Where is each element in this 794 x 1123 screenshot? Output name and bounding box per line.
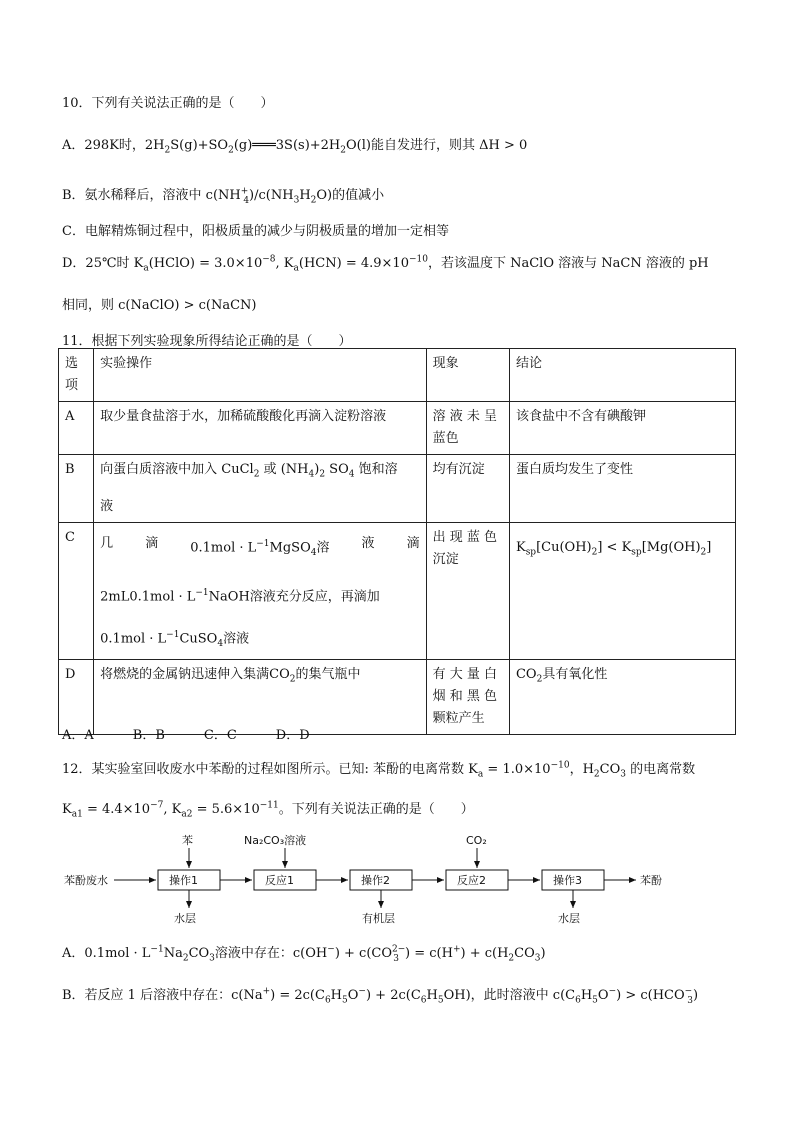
- q10-option-d-line1: D．25℃时 $K_a(HClO) = 3.0\times 10^{-8}$, $K_a(HCN) = 4.9\times 10^{-10}$，若该温度下 NaClO 溶液与 NaCN 溶液的 pH: [62, 254, 709, 274]
- q10-option-c: C．电解精炼铜过程中，阳极质量的减少与阴极质量的增加一定相等: [62, 224, 449, 239]
- row-phenomenon: 出 现 蓝 色 沉淀: [426, 522, 509, 659]
- row-phenomenon: 有 大 量 白 烟 和 黑 色 颗粒产生: [426, 659, 509, 734]
- row-option: B: [59, 455, 94, 523]
- q12-option-a: A．$0.1mol \cdot L^{-1}Na_2CO_3$溶液中存在：$c(OH^-) + c(CO^{2-}_3$ ) = $c(H^+) + c(H_2CO_3)$: [62, 944, 546, 964]
- row-option: D: [59, 659, 94, 734]
- q12-option-b: B．若反应 1 后溶液中存在：$c(Na^+) = 2c(C_6H_5O^-) + 2c(C_6H_5OH)$，此时溶液中 $c(C_6H_5O^-) > c(HCO^-_3)$: [62, 986, 699, 1006]
- q11-stem: 11．根据下列实验现象所得结论正确的是（ ）: [62, 334, 352, 349]
- table-row: [59, 522, 736, 659]
- table-row: [59, 402, 736, 455]
- phenol-recovery-flow-diagram: [62, 830, 702, 926]
- row-operation: 取少量食盐溶于水，加稀硫酸酸化再滴入淀粉溶液: [94, 402, 426, 455]
- q11-choices: A．A B．B C．C D．D: [62, 728, 310, 743]
- flow-bottom-water2: 水层: [558, 912, 580, 925]
- q10-option-a: A．298K时，$2H_2S(g)+SO_2(g)═══3S(s)+2H_2O(l)$能自发进行，则其 ΔH > 0: [62, 138, 528, 156]
- flow-top-na2co3: Na₂CO₃溶液: [244, 834, 307, 847]
- svg-text:操作2: 操作2: [361, 874, 390, 887]
- experiment-table: [58, 348, 736, 735]
- q10-option-b: B．氨水稀释后，溶液中 $c(NH^+_4)/c(NH_3H_2O)$的值减小: [62, 186, 385, 206]
- svg-text:反应1: 反应1: [265, 874, 294, 887]
- flow-input-label: 苯酚废水: [64, 874, 108, 887]
- q12-stem-line1: 12．某实验室回收废水中苯酚的过程如图所示。已知: 苯酚的电离常数 $K_a = 1.0\times 10^{-10}$，$H_2CO_3$ 的电离常数: [62, 760, 696, 780]
- table-header-row: [59, 349, 736, 402]
- q10-option-d-line2: 相同，则 c(NaClO) > c(NaCN): [62, 298, 257, 313]
- flow-bottom-water1: 水层: [174, 912, 196, 925]
- flow-output-label: 苯酚: [640, 874, 662, 887]
- header-option: 选 项: [59, 349, 94, 402]
- row-conclusion: $K_{sp}[Cu(OH)_2] < K_{sp}[Mg(OH)_2]$: [509, 522, 735, 659]
- q12-stem-line2: $K_{a1} = 4.4\times 10^{-7}$, $K_{a2} = 5.6\times 10^{-11}$。下列有关说法正确的是（ ）: [62, 800, 474, 820]
- svg-text:操作3: 操作3: [553, 874, 582, 887]
- flow-top-co2: CO₂: [466, 834, 487, 847]
- flow-bottom-organic: 有机层: [362, 912, 395, 925]
- flow-top-benzene: 苯: [182, 834, 193, 847]
- row-conclusion: 蛋白质均发生了变性: [509, 455, 735, 523]
- row-phenomenon: 溶 液 未 呈 蓝色: [426, 402, 509, 455]
- row-operation: 向蛋白质溶液中加入 CuCl$_2$ 或 $(NH_4)_2$ $SO_4$ 饱和溶 液: [94, 455, 426, 523]
- row-conclusion: $CO_2$具有氧化性: [509, 659, 735, 734]
- header-phenomenon: 现象: [426, 349, 509, 402]
- row-option: A: [59, 402, 94, 455]
- row-operation: 将燃烧的金属钠迅速伸入集满$CO_2$的集气瓶中: [94, 659, 426, 734]
- row-operation: 几 滴 $0.1mol \cdot L^{-1}MgSO_4$溶 液 滴 $2mL0.1mol \cdot L^{-1}NaOH$溶液充分反应，再滴加 $0.1mol \cdot L^{-1}CuSO_4$溶液: [94, 522, 426, 659]
- svg-text:操作1: 操作1: [169, 874, 198, 887]
- row-conclusion: 该食盐中不含有碘酸钾: [509, 402, 735, 455]
- svg-text:反应2: 反应2: [457, 874, 486, 887]
- table-row: [59, 455, 736, 523]
- header-operation: 实验操作: [94, 349, 426, 402]
- row-option: C: [59, 522, 94, 659]
- q10-stem: 10．下列有关说法正确的是（ ）: [62, 96, 274, 111]
- row-phenomenon: 均有沉淀: [426, 455, 509, 523]
- header-conclusion: 结论: [509, 349, 735, 402]
